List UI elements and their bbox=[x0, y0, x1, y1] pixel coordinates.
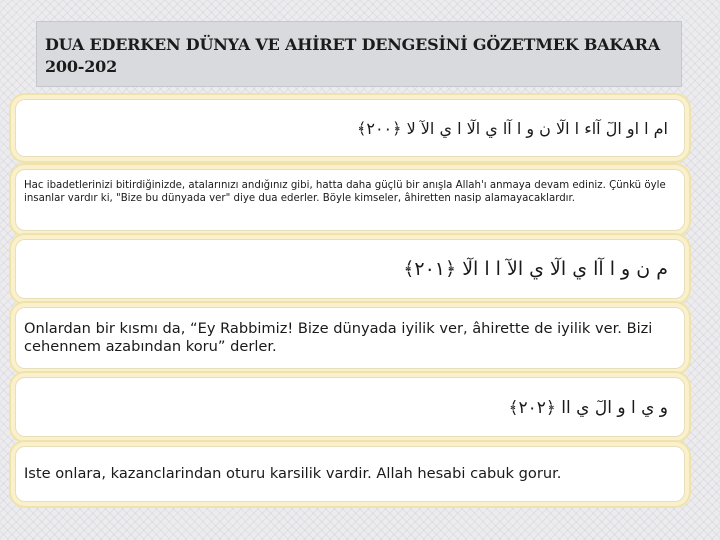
verse-201-translation-panel bbox=[15, 307, 685, 369]
verse-201-translation: Onlardan bir kısmı da, “Ey Rabbimiz! Bize dünyada iyilik ver, âhirette de iyilik ver. Bizi cehennem azabından koru” derler. bbox=[24, 320, 653, 355]
verse-200-arabic: ام ا او الٓ آاء ا الٓا ن و ا آا ي الٓا ا ي الآ لا ﴿٢٠٠﴾ bbox=[356, 118, 668, 138]
verse-200-arabic-panel bbox=[15, 99, 685, 157]
verse-201-arabic: م ن و ا آا ي الٓا ي الآ ا ا الٓا ﴿٢٠١﴾ bbox=[403, 258, 668, 280]
verse-202-translation-panel bbox=[15, 446, 685, 502]
verse-202-arabic: و ي ا و الٓ ي اا ﴿٢٠٢﴾ bbox=[508, 397, 668, 418]
verse-200-translation: Hac ibadetlerinizi bitirdiğinizde, atalarınızı andığınız gibi, hatta daha güçlü bir anışla Allah'ı anmaya devam ediniz. Çünkü öyle insanlar vardır ki, "Bize bu dünyada ver" diye dua ederler. Böyle kimseler, âhiretten nasip alamayacaklardır. bbox=[24, 180, 666, 204]
verse-200-translation-panel bbox=[15, 169, 685, 231]
slide-title: DUA EDERKEN DÜNYA VE AHİRET DENGESİNİ GÖZETMEK BAKARA 200-202 bbox=[45, 35, 660, 76]
verse-202-arabic-panel bbox=[15, 377, 685, 437]
verse-201-arabic-panel bbox=[15, 239, 685, 299]
title-box bbox=[36, 21, 682, 87]
verse-202-translation: Iste onlara, kazanclarindan oturu karsilik vardir. Allah hesabi cabuk gorur. bbox=[24, 465, 562, 482]
